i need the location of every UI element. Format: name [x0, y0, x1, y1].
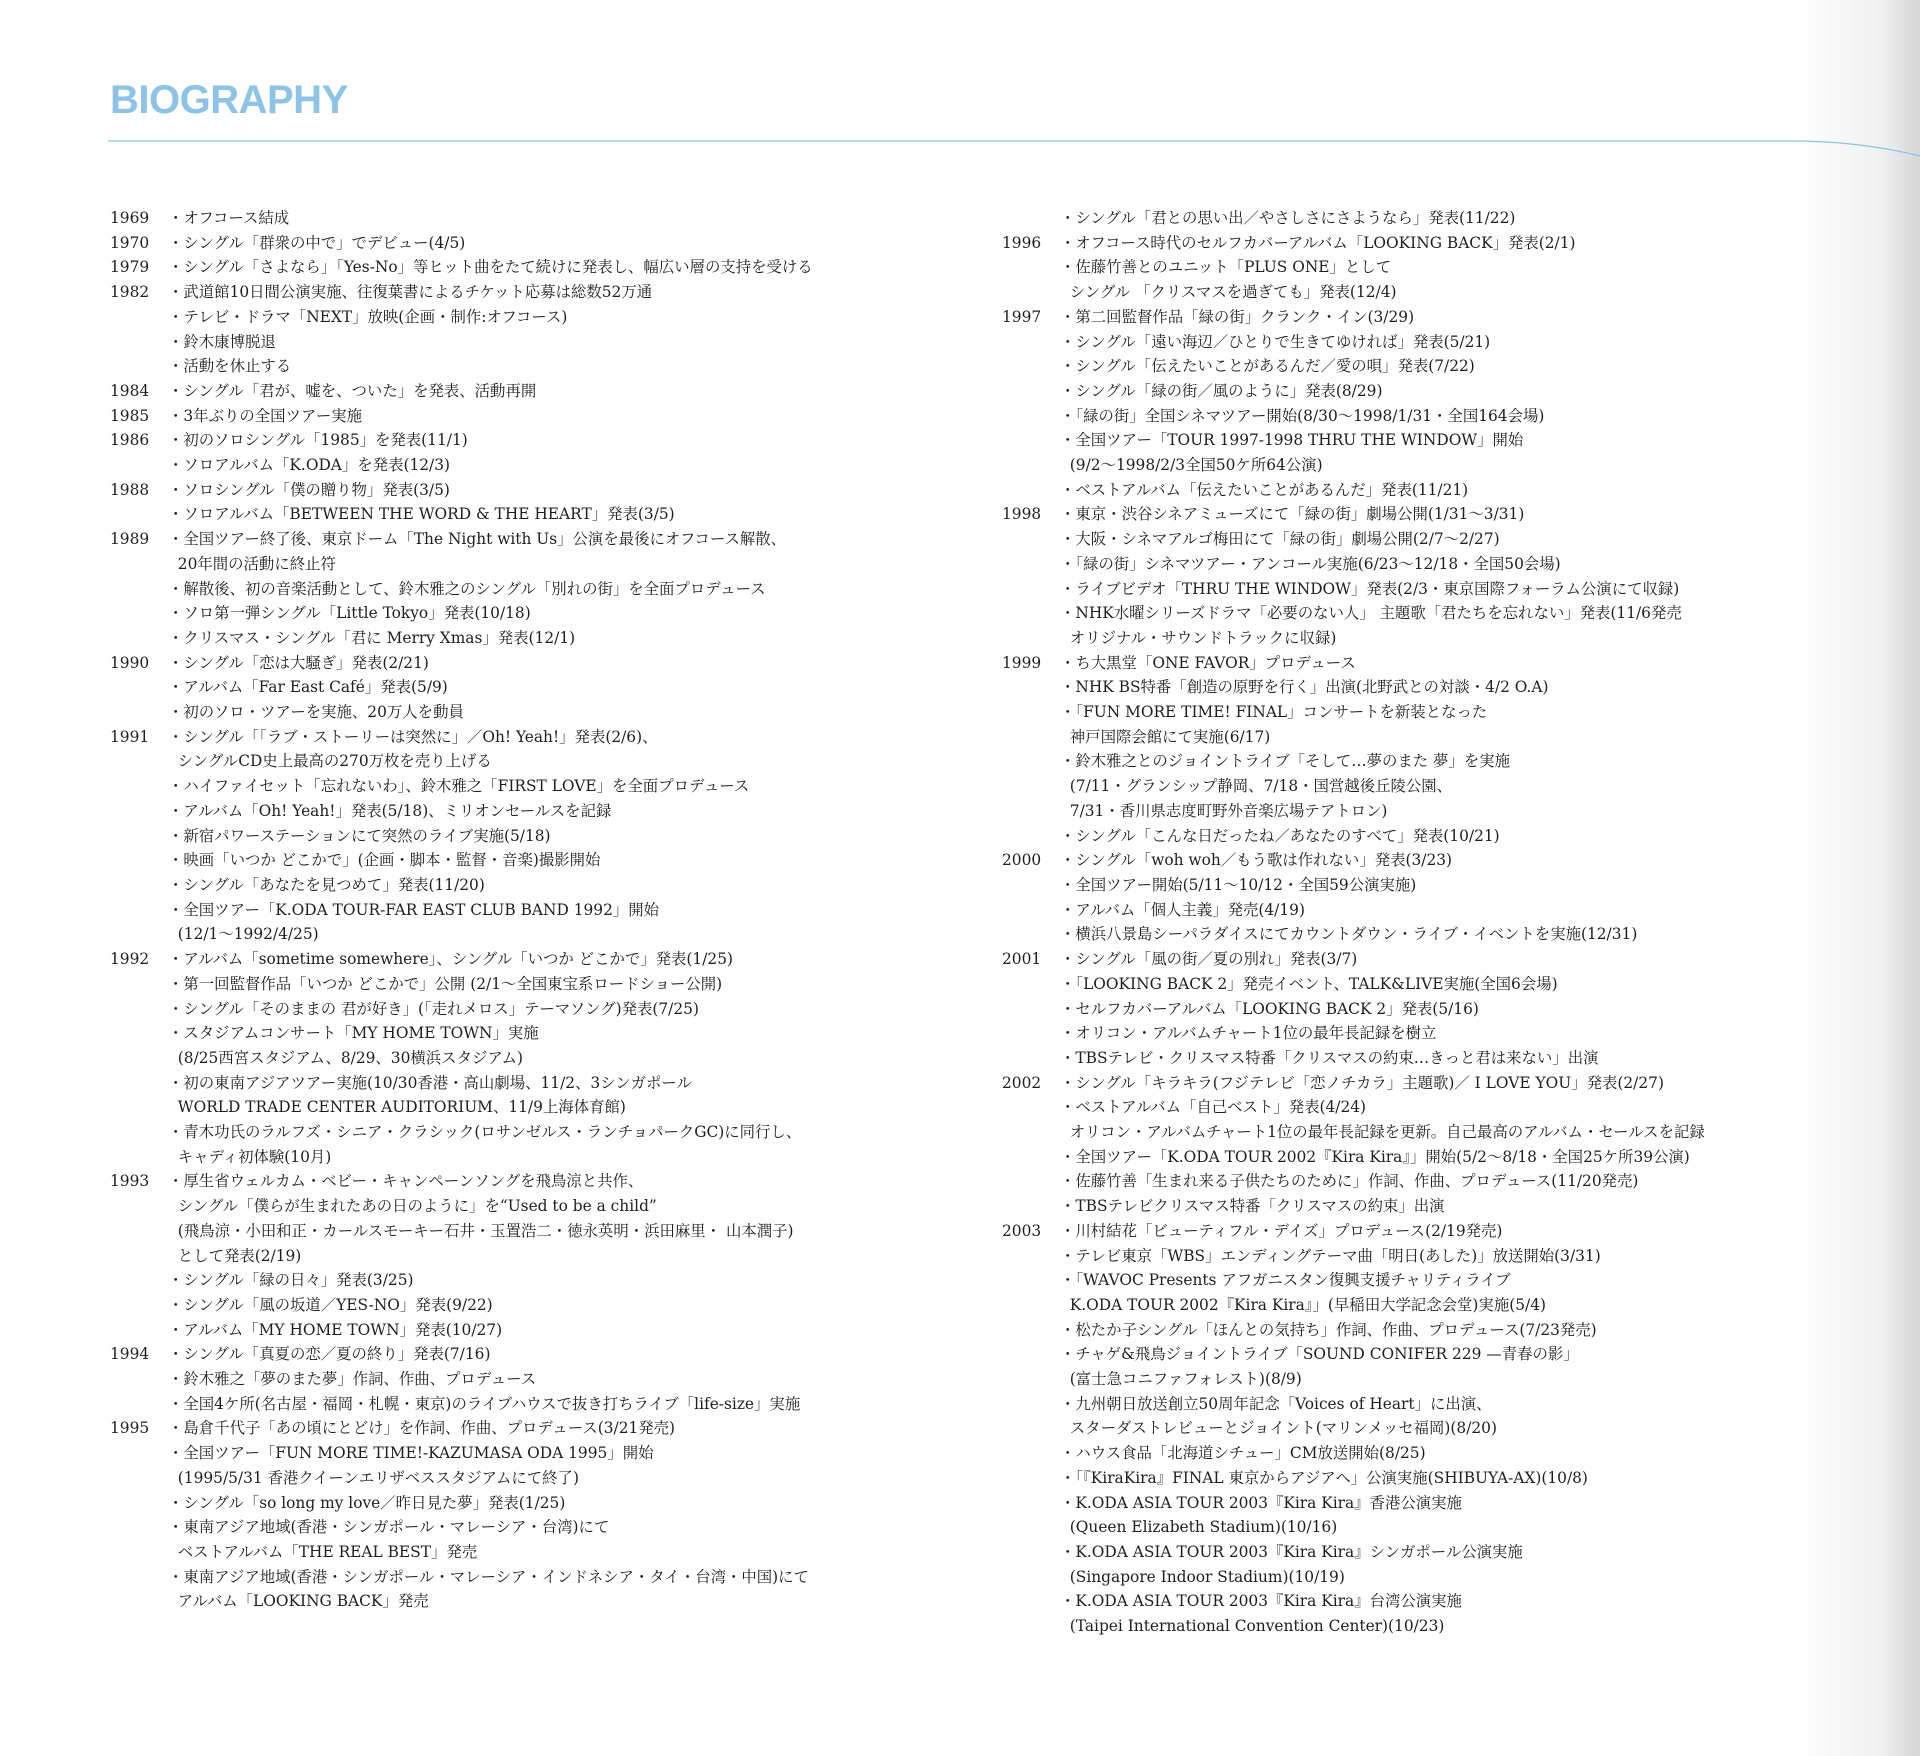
- event-line: ・ライブビデオ「THRU THE WINDOW」発表(2/3・東京国際フォーラム公演にて収録): [1060, 579, 1680, 598]
- entry-year: 1997: [1002, 307, 1042, 326]
- event-line: ・シングル「風の坂道／YES-NO」発表(9/22): [168, 1295, 493, 1314]
- event-line: ・ベストアルバム「伝えたいことがあるんだ」発表(11/21): [1060, 480, 1469, 499]
- event-line: ・ち大黒堂「ONE FAVOR」プロデュース: [1060, 653, 1356, 672]
- event-line: ・ソロシングル「僕の贈り物」発表(3/5): [168, 480, 450, 499]
- timeline-entry: [1002, 502, 1712, 650]
- event-line: ・シングル「恋は大騒ぎ」発表(2/21): [168, 653, 429, 672]
- event-line: スターダストレビューとジョイント(マリンメッセ福岡)(8/20): [1060, 1419, 1497, 1438]
- event-line: ・全国ツアー「K.ODA TOUR 2002『Kira Kira』」開始(5/2〜8/18・全国25ケ所39公演): [1060, 1147, 1690, 1166]
- event-line: ・シングル「伝えたいことがあるんだ／愛の唄」発表(7/22): [1060, 357, 1475, 376]
- entry-events: [168, 527, 990, 651]
- event-line: ・アルバム「sometime somewhere」、シングル「いつか どこかで」発表(1/25): [168, 950, 733, 969]
- event-line: ・大阪・シネマアルゴ梅田にて「緑の街」劇場公開(2/7〜2/27): [1060, 530, 1500, 549]
- entry-events: [168, 651, 990, 725]
- event-line: ・横浜八景島シーパラダイスにてカウントダウン・ライブ・イベントを実施(12/31): [1060, 925, 1638, 944]
- entry-events: [168, 478, 990, 527]
- event-line: ・NHK BS特番「創造の原野を行く」出演(北野武との対談・4/2 O.A): [1060, 678, 1549, 697]
- entry-events: [1060, 1071, 1712, 1219]
- event-line: ・シングル「真夏の恋／夏の終り」発表(7/16): [168, 1345, 491, 1364]
- event-line: ・シングル「woh woh／もう歌は作れない」発表(3/23): [1060, 851, 1453, 870]
- entry-events: [168, 206, 990, 231]
- event-line: ・第一回監督作品「いつか どこかで」公開 (2/1〜全国東宝系ロードショー公開): [168, 974, 723, 993]
- event-line: ・鈴木康博脱退: [168, 332, 276, 351]
- event-line: ・新宿パワーステーションにて突然のライブ実施(5/18): [168, 826, 551, 845]
- event-line: ・シングル「こんな日だったね／あなたのすべて」発表(10/21): [1060, 826, 1500, 845]
- event-line: 7/31・香川県志度町野外音楽広場テアトロン): [1060, 801, 1388, 820]
- event-line: シングルCD史上最高の270万枚を売り上げる: [168, 752, 492, 771]
- event-line: ・オフコース時代のセルフカバーアルバム「LOOKING BACK」発表(2/1): [1060, 233, 1576, 252]
- event-line: ・クリスマス・シングル「君に Merry Xmas」発表(12/1): [168, 628, 576, 647]
- timeline-entry: [1002, 1219, 1712, 1639]
- event-line: ・シングル「君が、嘘を、ついた」を発表、活動再開: [168, 381, 537, 400]
- event-line: (Singapore Indoor Stadium)(10/19): [1060, 1567, 1345, 1586]
- event-line: ・シングル「緑の街／風のように」発表(8/29): [1060, 381, 1383, 400]
- event-line: ・「FUN MORE TIME! FINAL」コンサートを新装となった: [1060, 703, 1488, 722]
- event-line: ・シングル「あなたを見つめて」発表(11/20): [168, 875, 485, 894]
- timeline-entry: [1002, 206, 1712, 231]
- event-line: ・オリコン・アルバムチャート1位の最年長記録を樹立: [1060, 1024, 1437, 1043]
- event-line: ・シングル「「ラブ・ストーリーは突然に」／Oh! Yeah!」発表(2/6)、: [168, 727, 658, 746]
- timeline-entry: [1002, 305, 1712, 503]
- entry-year: 1994: [110, 1345, 150, 1364]
- entry-events: [1060, 502, 1712, 650]
- event-line: ・ハウス食品「北海道シチュー」CM放送開始(8/25): [1060, 1444, 1426, 1463]
- entry-events: [168, 231, 990, 256]
- entry-year: 1970: [110, 233, 150, 252]
- timeline-entry: [110, 1416, 990, 1614]
- event-line: シングル「僕らが生まれたあの日のように」を“Used to be a child”: [168, 1197, 657, 1216]
- entry-year: 1995: [110, 1419, 150, 1438]
- timeline-entry: [110, 379, 990, 404]
- event-line: ・全国ツアー「K.ODA TOUR-FAR EAST CLUB BAND 1992」開始: [168, 900, 660, 919]
- event-line: ・スタジアムコンサート「MY HOME TOWN」実施: [168, 1024, 539, 1043]
- event-line: ・ハイファイセット「忘れないわ」、鈴木雅之「FIRST LOVE」を全面プロデュース: [168, 777, 750, 796]
- entry-year: 1992: [110, 950, 150, 969]
- page-title: BIOGRAPHY: [110, 78, 348, 122]
- event-line: オリコン・アルバムチャート1位の最年長記録を更新。自己最高のアルバム・セールスを記録: [1060, 1123, 1705, 1142]
- event-line: ・シングル「so long my love／昨日見た夢」発表(1/25): [168, 1493, 566, 1512]
- entry-year: 2000: [1002, 851, 1042, 870]
- event-line: ・佐藤竹善「生まれ来る子供たちのために」作詞、作曲、プロデュース(11/20発売): [1060, 1172, 1639, 1191]
- event-line: (1995/5/31 香港クイーンエリザベススタジアムにて終了): [168, 1468, 579, 1487]
- event-line: ・シングル「緑の日々」発表(3/25): [168, 1271, 414, 1290]
- entry-events: [168, 1416, 990, 1614]
- event-line: ・初のソロシングル「1985」を発表(11/1): [168, 431, 468, 450]
- event-line: ・厚生省ウェルカム・ベビー・キャンペーンソングを飛鳥涼と共作、: [168, 1172, 644, 1191]
- event-line: ・シングル「群衆の中で」でデビュー(4/5): [168, 233, 466, 252]
- timeline-entry: [110, 478, 990, 527]
- entry-events: [1060, 651, 1712, 849]
- page-spine-shadow: [1800, 0, 1920, 1756]
- event-line: キャディ初体験(10月): [168, 1147, 332, 1166]
- entry-year: 1982: [110, 283, 150, 302]
- event-line: ・活動を休止する: [168, 357, 292, 376]
- entry-events: [1060, 305, 1712, 503]
- event-line: ・「『KiraKira』FINAL 東京からアジアへ」公演実施(SHIBUYA-AX)(10/8): [1060, 1468, 1588, 1487]
- timeline-entry: [110, 255, 990, 280]
- entry-events: [1060, 848, 1712, 947]
- event-line: ・テレビ・ドラマ「NEXT」放映(企画・制作:オフコース): [168, 307, 568, 326]
- entry-year: 1996: [1002, 233, 1042, 252]
- event-line: ・「緑の街」シネマツアー・アンコール実施(6/23〜12/18・全国50会場): [1060, 554, 1561, 573]
- event-line: ・K.ODA ASIA TOUR 2003『Kira Kira』台湾公演実施: [1060, 1592, 1462, 1611]
- event-line: ・映画「いつか どこかで」(企画・脚本・監督・音楽)撮影開始: [168, 851, 601, 870]
- event-line: シングル 「クリスマスを過ぎても」発表(12/4): [1060, 283, 1397, 302]
- event-line: ・武道館10日間公演実施、往復葉書によるチケット応募は総数52万通: [168, 283, 653, 302]
- event-line: として発表(2/19): [168, 1246, 302, 1265]
- event-line: ・TBSテレビ・クリスマス特番「クリスマスの約束…きっと君は来ない」出演: [1060, 1048, 1599, 1067]
- event-line: 神戸国際会館にて実施(6/17): [1060, 727, 1271, 746]
- timeline-entry: [110, 527, 990, 651]
- entry-year: 1988: [110, 480, 150, 499]
- event-line: ・初のソロ・ツアーを実施、20万人を動員: [168, 703, 464, 722]
- entry-events: [1060, 231, 1712, 305]
- event-line: ・ソロ第一弾シングル「Little Tokyo」発表(10/18): [168, 604, 531, 623]
- event-line: ・セルフカバーアルバム「LOOKING BACK 2」発表(5/16): [1060, 999, 1479, 1018]
- event-line: ・佐藤竹善とのユニット「PLUS ONE」として: [1060, 258, 1392, 277]
- entry-events: [168, 947, 990, 1169]
- event-line: ・シングル「遠い海辺／ひとりで生きてゆければ」発表(5/21): [1060, 332, 1491, 351]
- entry-year: 2003: [1002, 1221, 1042, 1240]
- event-line: WORLD TRADE CENTER AUDITORIUM、11/9上海体育館): [168, 1098, 626, 1117]
- title-rule: [0, 0, 1920, 200]
- event-line: ・「緑の街」全国シネマツアー開始(8/30〜1998/1/31・全国164会場): [1060, 406, 1545, 425]
- event-line: ・K.ODA ASIA TOUR 2003『Kira Kira』香港公演実施: [1060, 1493, 1462, 1512]
- event-line: ・鈴木雅之「夢のまた夢」作詞、作曲、プロデュース: [168, 1370, 537, 1389]
- event-line: ・解散後、初の音楽活動として、鈴木雅之のシングル「別れの街」を全面プロデュース: [168, 579, 766, 598]
- event-line: ・全国ツアー終了後、東京ドーム「The Night with Us」公演を最後にオフコース解散、: [168, 530, 787, 549]
- event-line: ・ソロアルバム「BETWEEN THE WORD & THE HEART」発表(3/5): [168, 505, 675, 524]
- event-line: (9/2〜1998/2/3全国50ケ所64公演): [1060, 456, 1323, 475]
- event-line: ・島倉千代子「あの頃にとどけ」を作詞、作曲、プロデュース(3/21発売): [168, 1419, 676, 1438]
- entry-year: 1998: [1002, 505, 1042, 524]
- event-line: ・九州朝日放送創立50周年記念「Voices of Heart」に出演、: [1060, 1394, 1492, 1413]
- event-line: ・テレビ東京「WBS」エンディングテーマ曲「明日(あした)」放送開始(3/31): [1060, 1246, 1601, 1265]
- timeline-entry: [110, 947, 990, 1169]
- event-line: ・初の東南アジアツアー実施(10/30香港・高山劇場、11/2、3シンガポール: [168, 1073, 692, 1092]
- timeline-entry: [110, 1342, 990, 1416]
- entry-year: 1990: [110, 653, 150, 672]
- event-line: ・東京・渋谷シネアミューズにて「緑の街」劇場公開(1/31〜3/31): [1060, 505, 1525, 524]
- entry-year: 1985: [110, 406, 150, 425]
- entry-events: [168, 280, 990, 379]
- event-line: ・第二回監督作品「緑の街」クランク・イン(3/29): [1060, 307, 1415, 326]
- event-line: ・NHK水曜シリーズドラマ「必要のない人」 主題歌「君たちを忘れない」発表(11/6発売: [1060, 604, 1682, 623]
- event-line: (7/11・グランシップ静岡、7/18・国営越後丘陵公園、: [1060, 777, 1453, 796]
- event-line: ・全国ツアー「TOUR 1997-1998 THRU THE WINDOW」開始: [1060, 431, 1524, 450]
- event-line: ・3年ぶりの全国ツアー実施: [168, 406, 363, 425]
- entry-year: 1989: [110, 530, 150, 549]
- event-line: ・川村結花「ビューティフル・デイズ」プロデュース(2/19発売): [1060, 1221, 1503, 1240]
- timeline-entry: [1002, 651, 1712, 849]
- event-line: アルバム「LOOKING BACK」発売: [168, 1592, 429, 1611]
- event-line: ・アルバム「Far East Café」発表(5/9): [168, 678, 448, 697]
- event-line: (8/25西宮スタジアム、8/29、30横浜スタジアム): [168, 1048, 524, 1067]
- entry-year: 1993: [110, 1172, 150, 1191]
- event-line: ・アルバム「MY HOME TOWN」発表(10/27): [168, 1320, 503, 1339]
- event-line: ・シングル「風の街／夏の別れ」発表(3/7): [1060, 950, 1358, 969]
- event-line: ・TBSテレビクリスマス特番「クリスマスの約束」出演: [1060, 1197, 1445, 1216]
- event-line: ・チャゲ&飛鳥ジョイントライブ「SOUND CONIFER 229 —青春の影」: [1060, 1345, 1579, 1364]
- entry-year: 1986: [110, 431, 150, 450]
- entry-year: 1979: [110, 258, 150, 277]
- entry-events: [1060, 206, 1712, 231]
- entry-events: [168, 404, 990, 429]
- entry-year: 2001: [1002, 950, 1042, 969]
- event-line: ・ソロアルバム「K.ODA」を発表(12/3): [168, 456, 451, 475]
- timeline-entry: [110, 651, 990, 725]
- timeline-entry: [110, 428, 990, 477]
- entry-events: [168, 255, 990, 280]
- event-line: ・全国ツアー開始(5/11〜10/12・全国59公演実施): [1060, 875, 1417, 894]
- entry-events: [1060, 1219, 1712, 1639]
- event-line: ・「LOOKING BACK 2」発売イベント、TALK&LIVE実施(全国6会場): [1060, 974, 1558, 993]
- event-line: ・アルバム「個人主義」発売(4/19): [1060, 900, 1305, 919]
- entry-events: [168, 379, 990, 404]
- entry-events: [1060, 947, 1712, 1071]
- event-line: ・鈴木雅之とのジョイントライブ「そして…夢のまた 夢」を実施: [1060, 752, 1510, 771]
- event-line: ・シングル「君との思い出／やさしさにさようなら」発表(11/22): [1060, 209, 1516, 227]
- entry-events: [168, 1169, 990, 1342]
- event-line: (12/1〜1992/4/25): [168, 925, 319, 944]
- event-line: K.ODA TOUR 2002『Kira Kira』」(早稲田大学記念会堂)実施(5/4): [1060, 1295, 1546, 1314]
- entry-year: 1999: [1002, 653, 1042, 672]
- event-line: ・東南アジア地域(香港・シンガポール・マレーシア・台湾)にて: [168, 1518, 610, 1537]
- event-line: (Queen Elizabeth Stadium)(10/16): [1060, 1518, 1338, 1537]
- event-line: ・ベストアルバム「自己ベスト」発表(4/24): [1060, 1098, 1367, 1117]
- event-line: (飛鳥涼・小田和正・カールスモーキー石井・玉置浩二・徳永英明・浜田麻里・ 山本潤子): [168, 1221, 794, 1240]
- entry-events: [168, 1342, 990, 1416]
- event-line: ・全国4ケ所(名古屋・福岡・札幌・東京)のライブハウスで抜き打ちライブ「life-size」実施: [168, 1394, 801, 1413]
- event-line: オリジナル・サウンドトラックに収録): [1060, 628, 1337, 647]
- timeline-entry: [110, 231, 990, 256]
- event-line: ・シングル「そのままの 君が好き」(「走れメロス」テーマソング)発表(7/25): [168, 999, 699, 1018]
- entry-year: 1984: [110, 381, 150, 400]
- timeline-entry: [1002, 947, 1712, 1071]
- timeline-entry: [110, 206, 990, 231]
- event-line: ・シングル「さよなら」「Yes-No」等ヒット曲をたて続けに発表し、幅広い層の支持を受ける: [168, 258, 813, 277]
- event-line: (富士急コニファフォレスト)(8/9): [1060, 1370, 1302, 1389]
- timeline-entry: [1002, 1071, 1712, 1219]
- entry-events: [168, 428, 990, 477]
- event-line: ・アルバム「Oh! Yeah!」発表(5/18)、ミリオンセールスを記録: [168, 801, 612, 820]
- entry-events: [168, 725, 990, 947]
- event-line: ・青木功氏のラルフズ・シニア・クラシック(ロサンゼルス・ランチョパークGC)に同行し、: [168, 1123, 802, 1142]
- event-line: ・K.ODA ASIA TOUR 2003『Kira Kira』シンガポール公演実施: [1060, 1542, 1523, 1561]
- timeline-entry: [110, 280, 990, 379]
- timeline-entry: [110, 404, 990, 429]
- timeline-entry: [110, 725, 990, 947]
- event-line: ・全国ツアー「FUN MORE TIME!-KAZUMASA ODA 1995」開始: [168, 1444, 654, 1463]
- entry-year: 1991: [110, 727, 150, 746]
- biography-right-column: [1002, 206, 1712, 1639]
- biography-left-column: [110, 206, 990, 1614]
- event-line: 20年間の活動に終止符: [168, 554, 336, 573]
- entry-year: 2002: [1002, 1073, 1042, 1092]
- timeline-entry: [110, 1169, 990, 1342]
- event-line: (Taipei International Convention Center)(10/23): [1060, 1617, 1445, 1636]
- timeline-entry: [1002, 231, 1712, 305]
- event-line: ・「WAVOC Presents アフガニスタン復興支援チャリティライブ: [1060, 1271, 1511, 1290]
- event-line: ・オフコース結成: [168, 209, 290, 227]
- event-line: ・松たか子シングル「ほんとの気持ち」作詞、作曲、プロデュース(7/23発売): [1060, 1320, 1597, 1339]
- entry-year: 1969: [110, 209, 150, 227]
- event-line: ・シングル「キラキラ(フジテレビ「恋ノチカラ」主題歌)／ I LOVE YOU」発表(2/27): [1060, 1073, 1664, 1092]
- event-line: ベストアルバム「THE REAL BEST」発売: [168, 1542, 478, 1561]
- event-line: ・東南アジア地域(香港・シンガポール・マレーシア・インドネシア・タイ・台湾・中国)にて: [168, 1567, 809, 1586]
- timeline-entry: [1002, 848, 1712, 947]
